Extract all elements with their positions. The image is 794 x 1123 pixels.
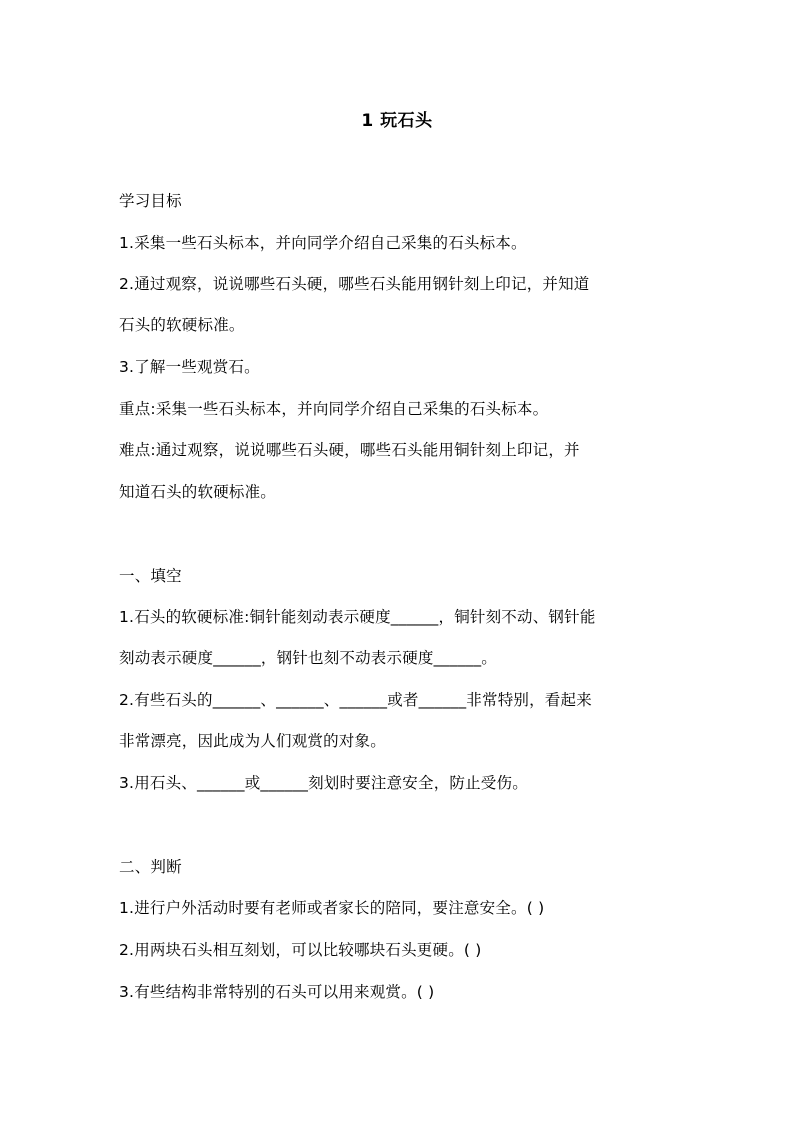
difficulty-point-continued: 知道石头的软硬标准。 — [119, 483, 277, 501]
objective-item-1: 1.采集一些石头标本，并向同学介绍自己采集的石头标本。 — [119, 234, 527, 252]
objective-item-2: 2.通过观察，说说哪些石头硬，哪些石头能用钢针刻上印记，并知道 — [119, 275, 590, 293]
objective-item-2-continued: 石头的软硬标准。 — [119, 316, 245, 334]
key-point: 重点:采集一些石头标本，并向同学介绍自己采集的石头标本。 — [119, 400, 549, 418]
fill-question-3: 3.用石头、______或______刻划时要注意安全，防止受伤。 — [119, 774, 528, 792]
fill-question-2: 2.有些石头的______、______、______或者______非常特别，看起来 — [119, 691, 592, 709]
judge-question-1: 1.进行户外活动时要有老师或者家长的陪同，要注意安全。( ) — [119, 899, 545, 917]
fill-question-1-continued: 刻动表示硬度______，钢针也刻不动表示硬度______。 — [119, 649, 498, 667]
fill-section-heading: 一、填空 — [119, 567, 182, 585]
judge-question-3: 3.有些结构非常特别的石头可以用来观赏。( ) — [119, 983, 435, 1001]
judge-question-2: 2.用两块石头相互刻划，可以比较哪块石头更硬。( ) — [119, 941, 482, 959]
objective-item-3: 3.了解一些观赏石。 — [119, 358, 260, 376]
fill-question-1: 1.石头的软硬标准:铜针能刻动表示硬度______，铜针刻不动、钢针能 — [119, 608, 596, 626]
fill-question-2-continued: 非常漂亮，因此成为人们观赏的对象。 — [119, 732, 386, 750]
difficulty-point: 难点:通过观察，说说哪些石头硬，哪些石头能用铜针刻上印记，并 — [119, 441, 580, 459]
page-title: 1 玩石头 — [361, 111, 433, 131]
objectives-heading: 学习目标 — [119, 192, 182, 210]
judge-section-heading: 二、判断 — [119, 858, 182, 876]
